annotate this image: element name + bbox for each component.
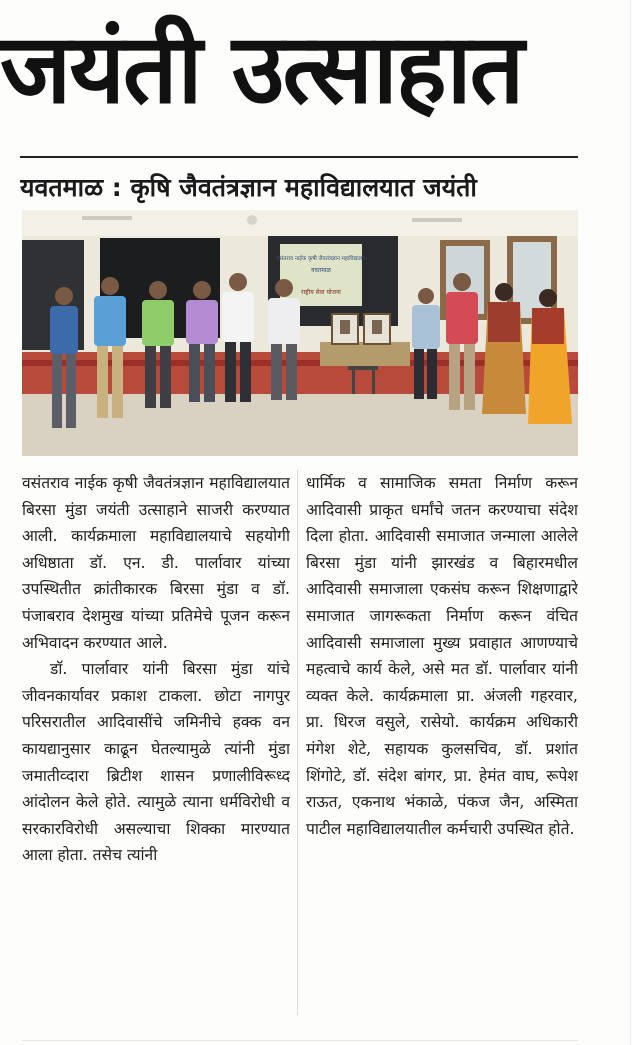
article-column-right bbox=[306, 470, 578, 1030]
banner-line1: वसंतराव नाईक कृषी जैवतंत्रज्ञान महाविद्यालय bbox=[276, 256, 366, 262]
paragraph: डॉ. पार्लावार यांनी बिरसा मुंडा यांचे जीवनकार्यावर प्रकाश टाकला. छोटा नागपुर परिसरातील आदिवासींचे जमिनीचे हक्क वन कायद्यानुसार काढून घेतल्यामुळे त्यांनी मुंडा जमातीव्दारा ब्रिटीश शासन प्रणालीविरूध्द आंदोलन केले होते. त्यामुळे त्याना धर्मविरोधी व सरकारविरोधी असल्याचा शिक्का मारण्यात आला होता. तसेच त्यांनी bbox=[22, 660, 290, 865]
paragraph: वसंतराव नाईक कृषी जैवतंत्रज्ञान महाविद्यालयात बिरसा मुंडा जयंती उत्साहाने साजरी करण्यात आली. कार्यक्रमाला महाविद्यालयाचे सहयोगी अधिष्ठाता डॉ. एन. डी. पार्लावार यांच्या उपस्थितीत क्रांतीकारक बिरसा मुंडा व डॉ. पंजाबराव देशमुख यांच्या प्रतिमेचे पूजन करून अभिवादन करण्यात आले. bbox=[22, 474, 290, 652]
subheadline: यवतमाळ : कृषि जैवतंत्रज्ञान महाविद्यालयात जयंती bbox=[20, 173, 477, 202]
page-edge-line bbox=[22, 1040, 578, 1041]
banner-line2: यवतमाळ bbox=[311, 267, 331, 274]
article-column-left bbox=[22, 470, 290, 1030]
scan-margin bbox=[630, 0, 642, 1045]
headline-divider bbox=[20, 156, 578, 158]
banner-line3: राष्ट्रीय सेवा योजना bbox=[301, 289, 341, 296]
paragraph: धार्मिक व सामाजिक समता निर्माण करून आदिवासी प्राकृत धर्मांचे जतन करण्याचा संदेश दिला होता. आदिवासी समाजात जन्माला आलेले बिरसा मुंडा यांनी झारखंड व बिहारमधील आदिवासी समाजाला एकसंघ करून शिक्षणाद्वारे समाजात जागरूकता निर्माण करून वंचित आदिवासी समाजाला मुख्य प्रवाहात आणण्याचे महत्वाचे कार्य केले, असे मत डॉ. पार्लावार यांनी व्यक्त केले. कार्यक्रमाला प्रा. अंजली गहरवार, प्रा. धिरज वसुले, रासेयो. कार्यक्रम अधिकारी मंगेश शेटे, सहायक कुलसचिव, डॉ. प्रशांत शिंगोटे, डॉ. संदेश बांगर, प्रा. हेमंत वाघ, रूपेश राऊत, एकनाथ भंकाळे, पंकज जैन, अस्मिता पाटील महाविद्यालयातील कर्मचारी उपस्थित होते. bbox=[306, 474, 578, 838]
event-photo bbox=[22, 210, 578, 456]
event-photo-illustration bbox=[22, 210, 578, 456]
headline: जयंती उत्साहात bbox=[0, 13, 523, 125]
nss-banner bbox=[280, 244, 362, 306]
column-divider bbox=[297, 470, 298, 1015]
